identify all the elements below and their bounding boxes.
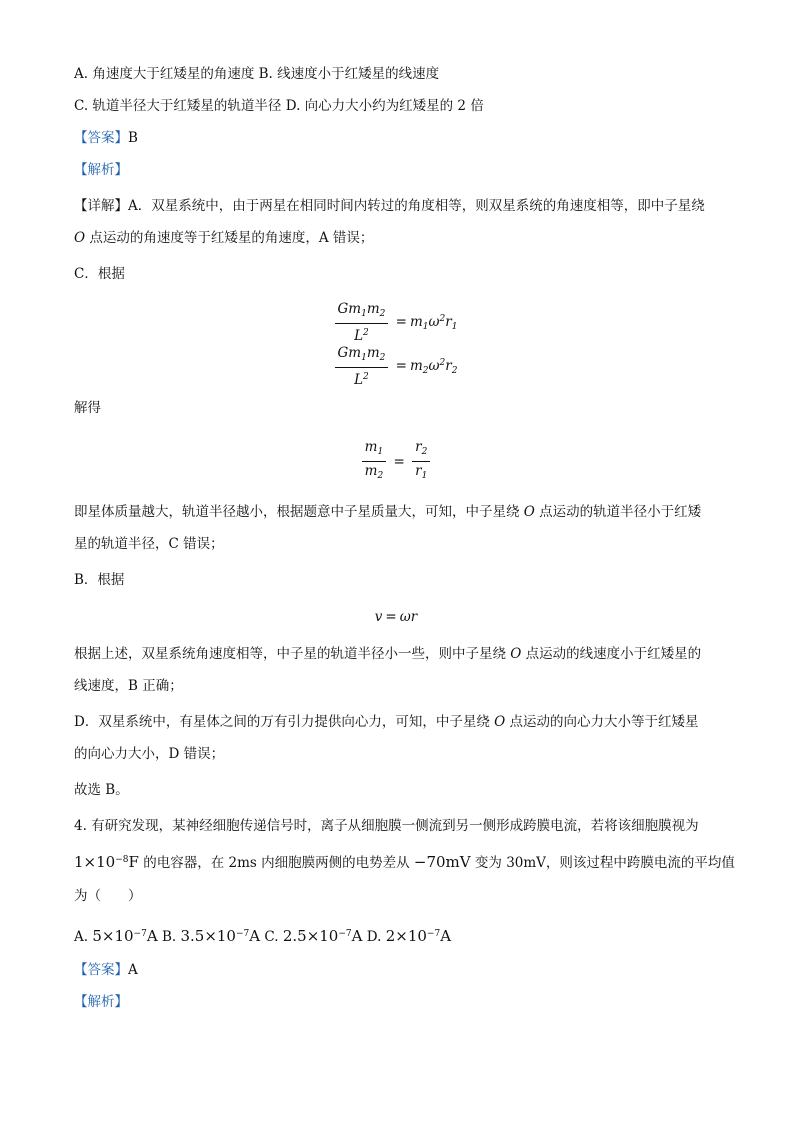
- q3-b-text-line2: 线速度，B 正确；: [74, 678, 183, 694]
- q3-b-text-line1: 根据上述，双星系统角速度相等，中子星的轨道半径小一些，则中子星绕 O 点运动的线速度小于红矮星的: [74, 646, 702, 662]
- equation-3: $\frac{m_1}{m_2}$ = $\frac{r_2}{r_1}$: [0, 438, 792, 485]
- q3-options-ab: A. 角速度大于红矮星的角速度 B. 线速度小于红矮星的线速度: [74, 66, 440, 82]
- q3-d-text-line2: 的向心力大小，D 错误；: [74, 746, 225, 762]
- q3-detail-a-line1: [74, 196, 705, 216]
- q3-d-text-line1: D．双星系统中，有星体之间的万有引力提供向心力，可知，中子星绕 O 点运动的向心力大小等于红矮星: [74, 714, 699, 730]
- q3-choose: 故选 B。: [74, 782, 129, 798]
- equation-4: v = ωr: [374, 608, 418, 625]
- analysis-tag: 【解析】: [74, 994, 128, 1010]
- capacitance-value: $1\times 10^{-8}F$: [74, 853, 139, 871]
- voltage-initial: −70mV: [413, 853, 471, 871]
- option-a: $5\times 10^{-7}A$: [92, 927, 158, 945]
- point-o: O: [510, 646, 522, 662]
- q3-detail-a-line2: [74, 228, 373, 248]
- answer-value: A: [128, 962, 138, 978]
- point-o: O: [74, 230, 86, 246]
- q3-b-label: B．根据: [74, 572, 125, 588]
- q3-conclusion-line2: 星的轨道半径，C 错误；: [74, 536, 224, 552]
- fraction-radius-ratio: $\frac{r_2}{r_1}$: [412, 438, 430, 485]
- q4-stem-line1: 4. 有研究发现，某神经细胞传递信号时，离子从细胞膜一侧流到另一侧形成跨膜电流，若将该细胞膜视为: [74, 818, 699, 834]
- q3-analysis-tag: [74, 160, 128, 180]
- q4-stem-line3: 为（ ）: [74, 888, 142, 904]
- q3-solve-label: 解得: [74, 400, 101, 416]
- q3-c-label: C．根据: [74, 266, 125, 282]
- answer-tag: 【答案】: [74, 130, 128, 146]
- equation-2: $\frac{Gm_1m_2}{L^2}$ = $m_2\omega^2r_2$: [0, 344, 792, 389]
- q4-analysis-tag: [74, 992, 128, 1012]
- option-b: $3.5\times 10^{-7}A$: [180, 927, 261, 945]
- analysis-tag: 【解析】: [74, 162, 128, 178]
- fraction-gravity-2: $\frac{Gm_1m_2}{L^2}$: [335, 344, 389, 389]
- detail-tag: 【详解】: [74, 198, 128, 214]
- q3-answer: [74, 128, 138, 148]
- q4-stem-line2: $1\times 10^{-8}F$ 的电容器，在 2ms 内细胞膜两侧的电势差从 −70mV 变为 30mV，则该过程中跨膜电流的平均值: [74, 853, 735, 871]
- q4-answer: [74, 960, 138, 980]
- point-o: O: [523, 504, 535, 520]
- answer-value: B: [128, 130, 138, 146]
- q3-options-cd: C. 轨道半径大于红矮星的轨道半径 D. 向心力大小约为红矮星的 2 倍: [74, 98, 484, 114]
- option-d: $2\times 10^{-7}A$: [385, 927, 452, 945]
- option-c: $2.5\times 10^{-7}A$: [282, 927, 363, 945]
- q3-conclusion-line1: 即星体质量越大，轨道半径越小，根据题意中子星质量大，可知，中子星绕 O 点运动的轨道半径小于红矮: [74, 504, 702, 520]
- q4-options: A. $5\times 10^{-7}A$ B. $3.5\times 10^{-7}A$ C. $2.5\times 10^{-7}A$ D. $2\times 10^{-7}A$: [74, 927, 452, 945]
- fraction-mass-ratio: $\frac{m_1}{m_2}$: [362, 438, 387, 485]
- detail-a-text: A．双星系统中，由于两星在相同时间内转过的角度相等，则双星系统的角速度相等，即中子星绕: [128, 198, 705, 214]
- fraction-gravity: $\frac{Gm_1m_2}{L^2}$: [335, 300, 389, 345]
- point-o: O: [494, 714, 506, 730]
- detail-a-text-2: 点运动的角速度等于红矮星的角速度，A 错误；: [85, 230, 374, 246]
- equation-1: $\frac{Gm_1m_2}{L^2}$ = $m_1\omega^2r_1$: [0, 300, 792, 345]
- answer-tag: 【答案】: [74, 962, 128, 978]
